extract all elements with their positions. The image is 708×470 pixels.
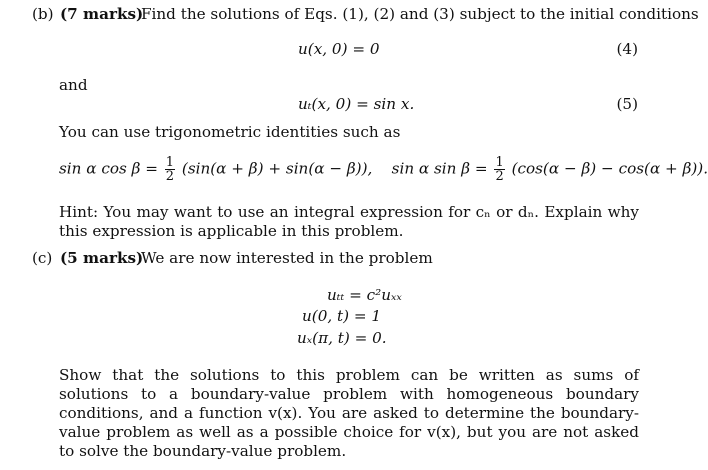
equation-5: uₜ(x, 0) = sin x. (298, 95, 415, 113)
trig-identities (59, 156, 708, 183)
part-c-label: (c) (32, 249, 53, 267)
part-c-marks: (5 marks) (60, 249, 144, 267)
trig2-frac-den: 2 (495, 169, 504, 184)
trig2-fraction (494, 156, 504, 183)
trig2-lhs: sin α sin β = (391, 159, 488, 178)
trig2-frac-num: 1 (495, 155, 504, 170)
trig1-fraction (165, 156, 175, 183)
trig2-rhs: (cos(α − β) − cos(α + β)). (511, 159, 708, 178)
part-b-label: (b) (32, 5, 54, 23)
part-b-intro: Find the solutions of Eqs. (1), (2) and (3) subject to the initial conditions (141, 5, 699, 23)
equation-4-number: (4) (616, 40, 638, 58)
hint-paragraph: Hint: You may want to use an integral expression for cₙ or dₙ. Explain why this expression is applicable in this problem. (59, 203, 639, 240)
trig1-rhs: (sin(α + β) + sin(α − β)), (181, 159, 373, 178)
trig1-frac-num: 1 (165, 155, 175, 170)
equation-4: u(x, 0) = 0 (298, 40, 380, 58)
pde-equation: uₜₜ = c²uₓₓ (327, 286, 402, 304)
conclusion-paragraph: Show that the solutions to this problem can be written as sums of solutions to a boundary-value problem with homogeneous boundary conditions, and a function v(x). You are asked to determine the boundary-value problem as well as a possible choice for v(x), but you are not asked to solve the boundary-value problem. (59, 366, 639, 460)
boundary-condition-2: uₓ(π, t) = 0. (297, 329, 387, 347)
part-c-intro: We are now interested in the problem (141, 249, 433, 267)
equation-5-number: (5) (616, 95, 638, 113)
part-b-marks: (7 marks) (60, 5, 144, 23)
boundary-condition-1: u(0, t) = 1 (302, 307, 382, 325)
trig1-frac-den: 2 (165, 169, 175, 184)
trig-intro: You can use trigonometric identities such as (59, 123, 401, 141)
and-text: and (59, 76, 88, 94)
trig1-lhs: sin α cos β = (59, 159, 158, 178)
